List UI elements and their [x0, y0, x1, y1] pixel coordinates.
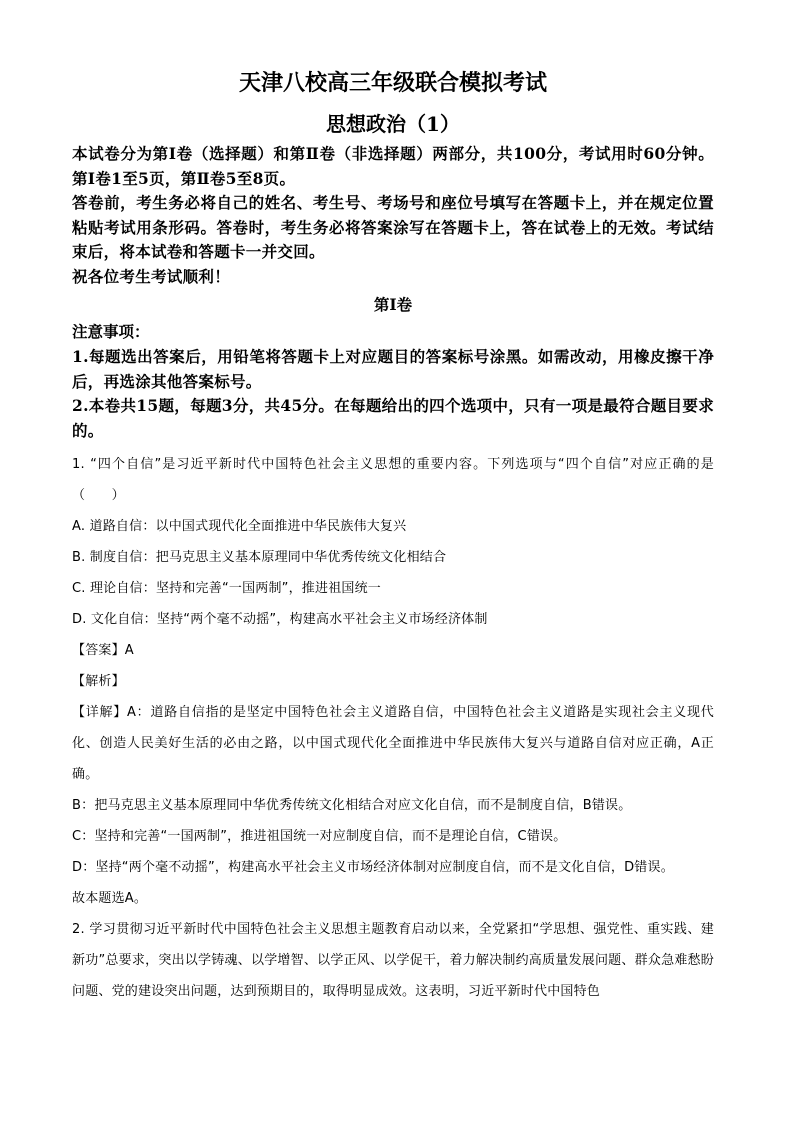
intro-paragraph-3: 祝各位考生考试顺利！ — [72, 266, 231, 286]
notice-item-2: 2.本卷共15题，每题3分，共45分。在每题给出的四个选项中，只有一项是最符合题目要求的。 — [72, 396, 714, 440]
notice-item-1: 1.每题选出答案后，用铅笔将答题卡上对应题目的答案标号涂黑。如需改动，用橡皮擦干净后，再选涂其他答案标号。 — [72, 347, 714, 391]
question-1-explain-d: D：坚持“两个毫不动摇”，构建高水平社会主义市场经济体制对应制度自信，而不是文化自信，D错误。 — [72, 860, 674, 875]
exam-subtitle: 思想政治（1） — [326, 112, 460, 136]
question-1-option-c: C. 理论自信：坚持和完善“一国两制”，推进祖国统一 — [72, 581, 382, 596]
question-1-conclusion: 故本题选A。 — [72, 891, 148, 906]
question-1-detail: 【详解】A：道路自信指的是坚定中国特色社会主义道路自信，中国特色社会主义道路是实现社会主义现代化、创造人民美好生活的必由之路，以中国式现代化全面推进中华民族伟大复兴与道路自信对应正确，A正确。 — [72, 705, 714, 782]
question-1-analysis-label: 【解析】 — [72, 674, 125, 689]
exam-title: 天津八校高三年级联合模拟考试 — [238, 70, 547, 96]
section-title: 第Ⅰ卷 — [373, 295, 413, 314]
intro-paragraph-2: 答卷前，考生务必将自己的姓名、考生号、考场号和座位号填写在答题卡上，并在规定位置粘贴考试用条形码。答卷时，考生务必将答案涂写在答题卡上，答在试卷上的无效。考试结束后，将本试卷和答题卡一并交回。 — [72, 193, 714, 261]
question-1-explain-c: C：坚持和完善“一国两制”，推进祖国统一对应制度自信，而不是理论自信，C错误。 — [72, 829, 567, 844]
intro-paragraph-1: 本试卷分为第Ⅰ卷（选择题）和第Ⅱ卷（非选择题）两部分，共100分，考试用时60分钟。第Ⅰ卷1至5页，第Ⅱ卷5至8页。 — [72, 144, 714, 188]
question-1-option-d: D. 文化自信：坚持“两个毫不动摇”，构建高水平社会主义市场经济体制 — [72, 612, 488, 627]
question-1-stem: 1. “四个自信”是习近平新时代中国特色社会主义思想的重要内容。下列选项与“四个自信”对应正确的是（ ） — [72, 457, 714, 503]
question-2-stem: 2. 学习贯彻习近平新时代中国特色社会主义思想主题教育启动以来，全党紧扣“学思想、强党性、重实践、建新功”总要求，突出以学铸魂、以学增智、以学正风、以学促干，着力解决制约高质量发展问题、群众急难愁盼问题、党的建设突出问题，达到预期目的，取得明显成效。这表明，习近平新时代中国特色 — [72, 922, 714, 999]
notice-heading: 注意事项： — [72, 322, 150, 341]
question-1-explain-b: B：把马克思主义基本原理同中华优秀传统文化相结合对应文化自信，而不是制度自信，B错误。 — [72, 798, 632, 813]
question-1-option-b: B. 制度自信：把马克思主义基本原理同中华优秀传统文化相结合 — [72, 550, 447, 565]
question-1-answer: 【答案】A — [72, 643, 134, 658]
question-1-option-a: A. 道路自信：以中国式现代化全面推进中华民族伟大复兴 — [72, 519, 407, 534]
